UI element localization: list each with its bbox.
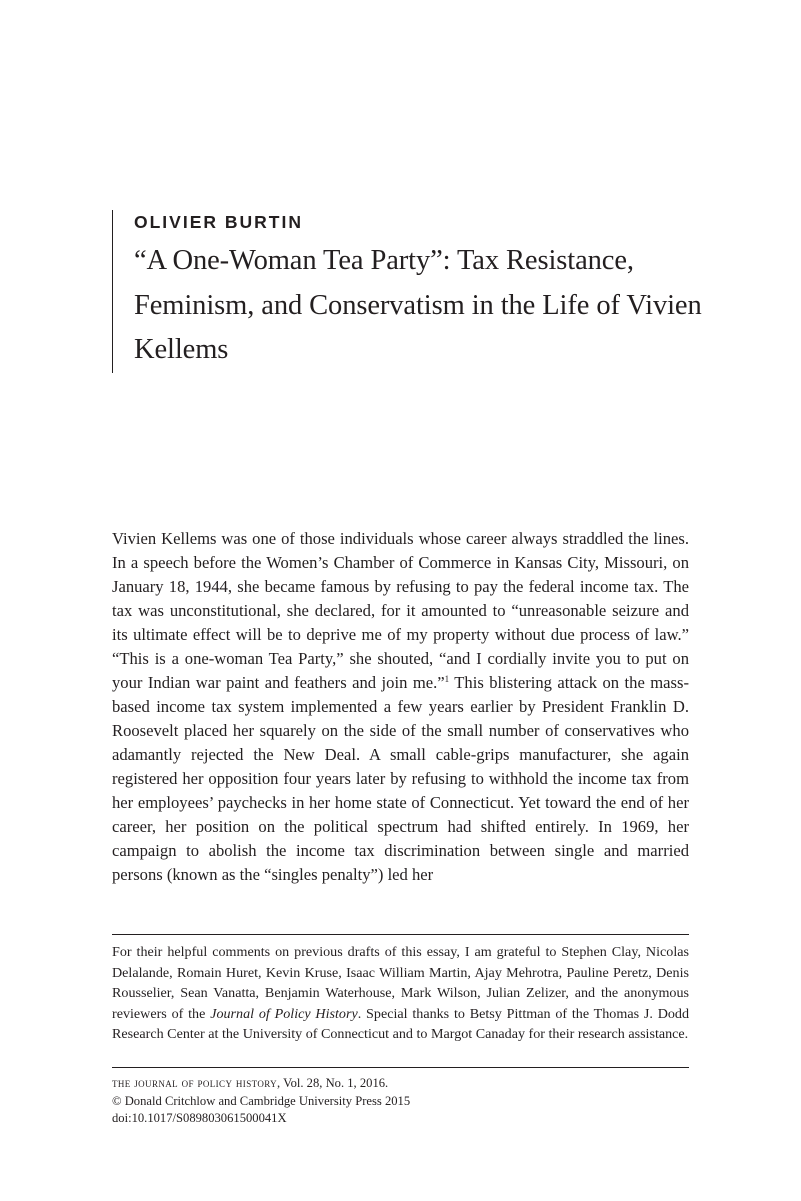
journal-name-italic: Journal of Policy History bbox=[210, 1005, 358, 1022]
acknowledgement-footnote bbox=[112, 942, 689, 1045]
doi-line[interactable]: doi:10.1017/S089803061500041X bbox=[112, 1111, 287, 1125]
body-text-part-2: This blistering attack on the mass-based income tax system implemented a few years earlier by President Franklin D. Roosevelt placed her squarely on the side of the small number of conservatives who adamantly rejected the New Deal. A small cable-grips manufacturer, she again registered her opposition four years later by refusing to withhold the income tax from her employees’ paychecks in her home state of Connecticut. Yet toward the end of her career, her position on the political spectrum had shifted entirely. In 1969, her campaign to abolish the income tax discrimination between single and married persons (known as the “singles penalty”) led her bbox=[112, 673, 689, 884]
citation-block bbox=[112, 1075, 689, 1128]
journal-title: the journal of policy history bbox=[112, 1076, 278, 1090]
journal-volume: , Vol. 28, No. 1, 2016. bbox=[277, 1076, 389, 1090]
copyright-line: © Donald Critchlow and Cambridge University Press 2015 bbox=[112, 1093, 411, 1108]
body-text-part-1: Vivien Kellems was one of those individuals whose career always straddled the lines. In a speech before the Women’s Chamber of Commerce in Kansas City, Missouri, on January 18, 1944, she became famous by refusing to pay the federal income tax. The tax was unconstitutional, she declared, for it amounted to “unreasonable seizure and its ultimate effect will be to deprive me of my property without due process of law.” “This is a one-woman Tea Party,” she shouted, “and I cordially invite you to put on your Indian war paint and feathers and join me.” bbox=[112, 529, 689, 692]
body-paragraph bbox=[112, 527, 689, 887]
footnote-text-part-1: For their helpful comments on previous drafts of this essay, I am grateful to Stephen Clay, Nicolas Delalande, Romain Huret, Kevin Kruse, Isaac William Martin, Ajay Mehrotra, Pauline Peretz, Denis Rousselier, Sean Vanatta, Benjamin Waterhouse, Mark Wilson, Julian Zelizer, and the anonymous reviewers of the bbox=[112, 944, 689, 1022]
footnote-divider-bottom bbox=[112, 1067, 689, 1068]
footnote-reference[interactable]: 1 bbox=[444, 674, 450, 684]
author-name: OLIVIER BURTIN bbox=[134, 212, 303, 232]
article-title: “A One-Woman Tea Party”: Tax Resistance, Feminism, and Conservatism in the Life of Vivien Kellems bbox=[134, 245, 702, 365]
title-block bbox=[112, 210, 724, 373]
footnote-text-part-2: . Special thanks to Betsy Pittman of the Thomas J. Dodd Research Center at the University of Connecticut and to Margot Canaday for their research assistance. bbox=[112, 1005, 690, 1042]
journal-citation-line bbox=[112, 1075, 689, 1093]
footnote-divider-top bbox=[112, 934, 689, 935]
